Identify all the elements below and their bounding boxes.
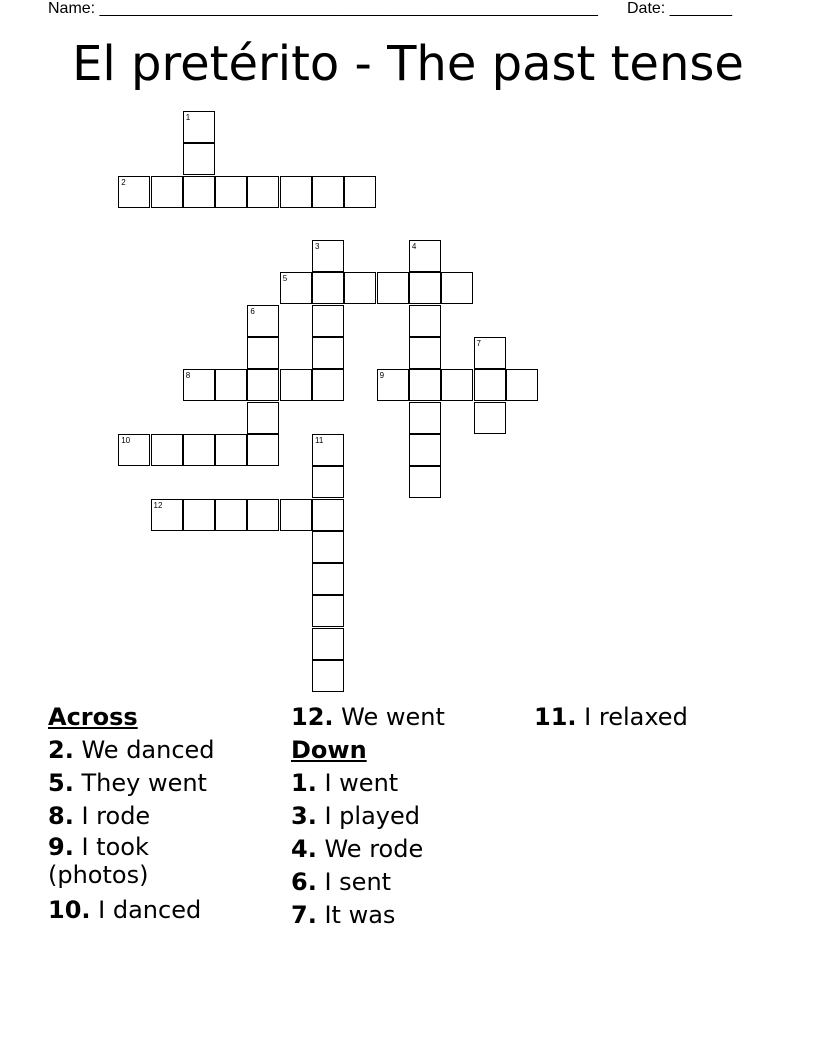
clue-text: I rode: [81, 802, 151, 830]
grid-cell[interactable]: [377, 272, 409, 304]
cell-number: 10: [121, 435, 131, 445]
cell-number: 8: [185, 371, 191, 381]
page-title: El pretérito - The past tense: [72, 36, 744, 92]
clue-text: I relaxed: [584, 703, 688, 731]
grid-cell[interactable]: [409, 466, 441, 498]
clue-text: I danced: [98, 896, 202, 924]
grid-cell[interactable]: [215, 369, 247, 401]
grid-cell[interactable]: [280, 499, 312, 531]
grid-cell[interactable]: [247, 305, 279, 337]
down-heading: Down: [291, 736, 367, 764]
clue-down-11: [534, 701, 774, 734]
clue-down-3: [291, 800, 531, 833]
grid-cell[interactable]: [409, 369, 441, 401]
cell-number: 2: [121, 177, 126, 187]
grid-cell[interactable]: [409, 272, 441, 304]
grid-cell[interactable]: [474, 337, 506, 369]
grid-cell[interactable]: [441, 369, 473, 401]
clue-text: It was: [324, 901, 396, 929]
grid-cell[interactable]: [474, 402, 506, 434]
clue-number: 6.: [291, 868, 317, 896]
grid-cell[interactable]: [312, 240, 344, 272]
cell-number: 9: [379, 371, 385, 381]
clue-number: 4.: [291, 835, 317, 863]
cell-number: 3: [315, 242, 320, 252]
clue-across-5: [48, 767, 283, 800]
grid-cell[interactable]: [312, 176, 344, 208]
grid-cell[interactable]: [474, 369, 506, 401]
cell-number: 7: [476, 339, 481, 348]
clue-number: 9.: [48, 833, 74, 861]
cell-number: 12: [153, 500, 163, 510]
grid-cell[interactable]: [409, 434, 441, 466]
clue-down-7: [291, 899, 531, 932]
grid-cell[interactable]: [247, 176, 279, 208]
grid-cell[interactable]: [344, 272, 376, 304]
clue-number: 2.: [48, 736, 74, 764]
grid-cell[interactable]: [377, 369, 409, 401]
grid-cell[interactable]: [151, 499, 183, 531]
cell-number: 5: [282, 274, 288, 284]
clue-number: 12.: [291, 703, 334, 731]
grid-cell[interactable]: [312, 499, 344, 531]
date-field-label: Date: _______: [627, 0, 732, 17]
grid-cell[interactable]: [118, 434, 150, 466]
clue-across-10: [48, 894, 283, 927]
grid-cell[interactable]: [280, 176, 312, 208]
clue-down-6: [291, 866, 531, 899]
grid-cell[interactable]: [247, 499, 279, 531]
grid-cell[interactable]: [151, 176, 183, 208]
grid-cell[interactable]: [215, 434, 247, 466]
cell-number: 11: [315, 435, 324, 445]
clue-number: 10.: [48, 896, 91, 924]
grid-cell[interactable]: [312, 660, 344, 692]
clue-text: I played: [324, 802, 420, 830]
grid-cell[interactable]: [409, 402, 441, 434]
clue-text: I went: [324, 769, 399, 797]
grid-cell[interactable]: [409, 240, 441, 272]
grid-cell[interactable]: [151, 434, 183, 466]
cell-number: 6: [250, 306, 255, 316]
grid-cell[interactable]: [183, 111, 215, 143]
clue-column-1: [48, 701, 283, 927]
grid-cell[interactable]: [280, 272, 312, 304]
name-field-label: Name: ________________________________________________________: [48, 0, 598, 17]
grid-cell[interactable]: [312, 337, 344, 369]
clue-number: 8.: [48, 802, 74, 830]
clue-across-8: [48, 800, 283, 833]
clue-number: 3.: [291, 802, 317, 830]
grid-cell[interactable]: [118, 176, 150, 208]
grid-cell[interactable]: [183, 143, 215, 175]
clue-across-12: [291, 701, 531, 734]
grid-cell[interactable]: [280, 369, 312, 401]
grid-cell[interactable]: [215, 176, 247, 208]
grid-cell[interactable]: [409, 305, 441, 337]
clue-text: We danced: [81, 736, 215, 764]
grid-cell[interactable]: [441, 272, 473, 304]
grid-cell[interactable]: [312, 272, 344, 304]
clue-across-2: [48, 734, 283, 767]
clue-text: I took (photos): [48, 833, 149, 889]
grid-cell[interactable]: [344, 176, 376, 208]
grid-cell[interactable]: [312, 563, 344, 595]
clue-down-1: [291, 767, 531, 800]
clue-column-2: [291, 701, 531, 932]
clue-text: I sent: [324, 868, 392, 896]
clue-text: We went: [341, 703, 445, 731]
clue-number: 7.: [291, 901, 317, 929]
grid-cell[interactable]: [247, 434, 279, 466]
grid-cell[interactable]: [409, 337, 441, 369]
grid-cell[interactable]: [312, 305, 344, 337]
grid-cell[interactable]: [247, 402, 279, 434]
cell-number: 1: [185, 112, 191, 122]
grid-cell[interactable]: [312, 595, 344, 627]
clue-across-9: [48, 833, 198, 889]
cell-number: 4: [411, 242, 417, 252]
clue-number: 1.: [291, 769, 317, 797]
clue-number: 5.: [48, 769, 74, 797]
grid-cell[interactable]: [312, 628, 344, 660]
grid-cell[interactable]: [183, 499, 215, 531]
grid-cell[interactable]: [506, 369, 538, 401]
grid-cell[interactable]: [312, 369, 344, 401]
clue-column-3: [534, 701, 774, 734]
grid-cell[interactable]: [183, 434, 215, 466]
clue-text: We rode: [324, 835, 424, 863]
grid-cell[interactable]: [312, 434, 344, 466]
grid-cell[interactable]: [312, 466, 344, 498]
grid-cell[interactable]: [183, 176, 215, 208]
grid-cell[interactable]: [183, 369, 215, 401]
clue-down-4: [291, 833, 531, 866]
grid-cell[interactable]: [215, 499, 247, 531]
grid-cell[interactable]: [312, 531, 344, 563]
clue-number: 11.: [534, 703, 577, 731]
grid-cell[interactable]: [247, 369, 279, 401]
across-heading: Across: [48, 703, 138, 731]
clue-text: They went: [81, 769, 207, 797]
grid-cell[interactable]: [247, 337, 279, 369]
